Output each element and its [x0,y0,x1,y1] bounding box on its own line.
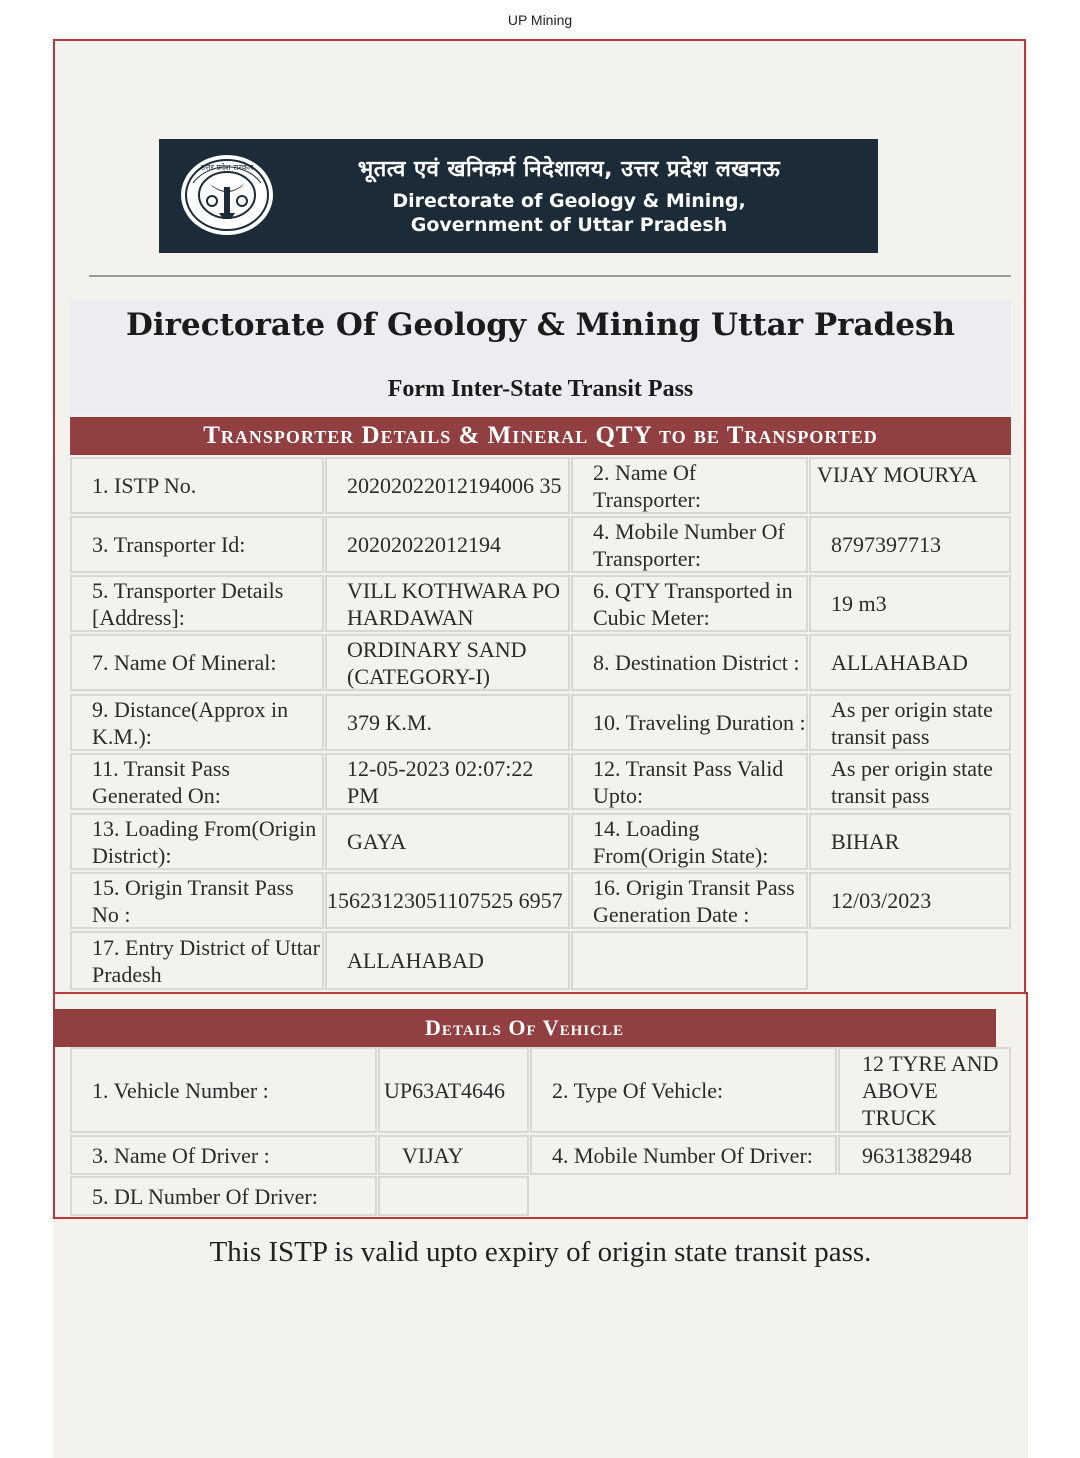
label-mineral-name: 7. Name Of Mineral: [70,634,324,691]
label-pass-valid-upto: 12. Transit Pass Valid Upto: [571,753,808,810]
page-title: Directorate Of Geology & Mining Uttar Pradesh [126,307,955,343]
label-pass-generated-on: 11. Transit Pass Generated On: [70,753,324,810]
value-origin-district: GAYA [325,813,570,870]
label-transporter-name: 2. Name Of Transporter: [571,457,808,514]
label-driver-mobile: 4. Mobile Number Of Driver: [530,1135,837,1175]
label-vehicle-number: 1. Vehicle Number : [70,1047,377,1133]
section-heading-vehicle: Details Of Vehicle [53,1009,996,1047]
value-vehicle-type: 12 TYRE AND ABOVE TRUCK [838,1047,1011,1133]
empty-cell [571,931,808,990]
label-transporter-address: 5. Transporter Details [Address]: [70,575,324,632]
value-pass-valid-upto: As per origin state transit pass [809,753,1011,810]
validity-note: This ISTP is valid upto expiry of origin state transit pass. [209,1236,872,1268]
value-driver-dl-number [378,1176,529,1216]
banner-text [289,153,849,237]
value-entry-district: ALLAHABAD [325,931,570,990]
emblem-text: उत्तर प्रदेश सरकार [200,163,254,172]
value-qty-transported: 19 m3 [809,575,1011,632]
value-vehicle-number: UP63AT4646 [378,1047,529,1133]
value-istp-no: 20202022012194006 35 [325,457,570,514]
department-banner [159,139,878,253]
banner-english-line1: Directorate of Geology & Mining, [392,190,746,212]
label-destination-district: 8. Destination District : [571,634,808,691]
label-driver-name: 3. Name Of Driver : [70,1135,377,1175]
page-caption: UP Mining [507,12,573,28]
value-transporter-name: VIJAY MOURYA [809,457,1011,514]
label-entry-district: 17. Entry District of Uttar Pradesh [70,931,324,990]
label-istp-no: 1. ISTP No. [70,457,324,514]
label-transporter-id: 3. Transporter Id: [70,516,324,573]
banner-english-line2: Government of Uttar Pradesh [410,214,728,236]
label-origin-pass-date: 16. Origin Transit Pass Generation Date : [571,872,808,929]
label-origin-state: 14. Loading From(Origin State): [571,813,808,870]
label-qty-transported: 6. QTY Transported in Cubic Meter: [571,575,808,632]
value-driver-name: VIJAY [378,1135,529,1175]
label-transporter-mobile: 4. Mobile Number Of Transporter: [571,516,808,573]
value-pass-generated-on: 12-05-2023 02:07:22 PM [325,753,570,810]
up-government-emblem-icon [179,153,275,237]
value-origin-pass-no: 15623123051107525 6957 [325,872,570,929]
section-heading-transporter: Transporter Details & Mineral QTY to be Transported [70,417,1011,455]
value-origin-pass-date: 12/03/2023 [809,872,1011,929]
value-traveling-duration: As per origin state transit pass [809,694,1011,751]
value-mineral-name: ORDINARY SAND (CATEGORY-I) [325,634,570,691]
banner-hindi-title: भूतत्व एवं खनिकर्म निदेशालय, उत्तर प्रदेश लखनऊ [357,157,781,182]
value-destination-district: ALLAHABAD [809,634,1011,691]
label-distance: 9. Distance(Approx in K.M.): [70,694,324,751]
label-driver-dl-number: 5. DL Number Of Driver: [70,1176,377,1216]
label-vehicle-type: 2. Type Of Vehicle: [530,1047,837,1133]
value-origin-state: BIHAR [809,813,1011,870]
value-transporter-id: 20202022012194 [325,516,570,573]
form-subtitle: Form Inter-State Transit Pass [387,376,694,402]
value-driver-mobile: 9631382948 [838,1135,1011,1175]
value-transporter-mobile: 8797397713 [809,516,1011,573]
label-origin-district: 13. Loading From(Origin District): [70,813,324,870]
horizontal-rule [89,275,1011,277]
value-distance: 379 K.M. [325,694,570,751]
label-origin-pass-no: 15. Origin Transit Pass No : [70,872,324,929]
label-traveling-duration: 10. Traveling Duration : [571,694,808,751]
value-transporter-address: VILL KOTHWARA PO HARDAWAN [325,575,570,632]
